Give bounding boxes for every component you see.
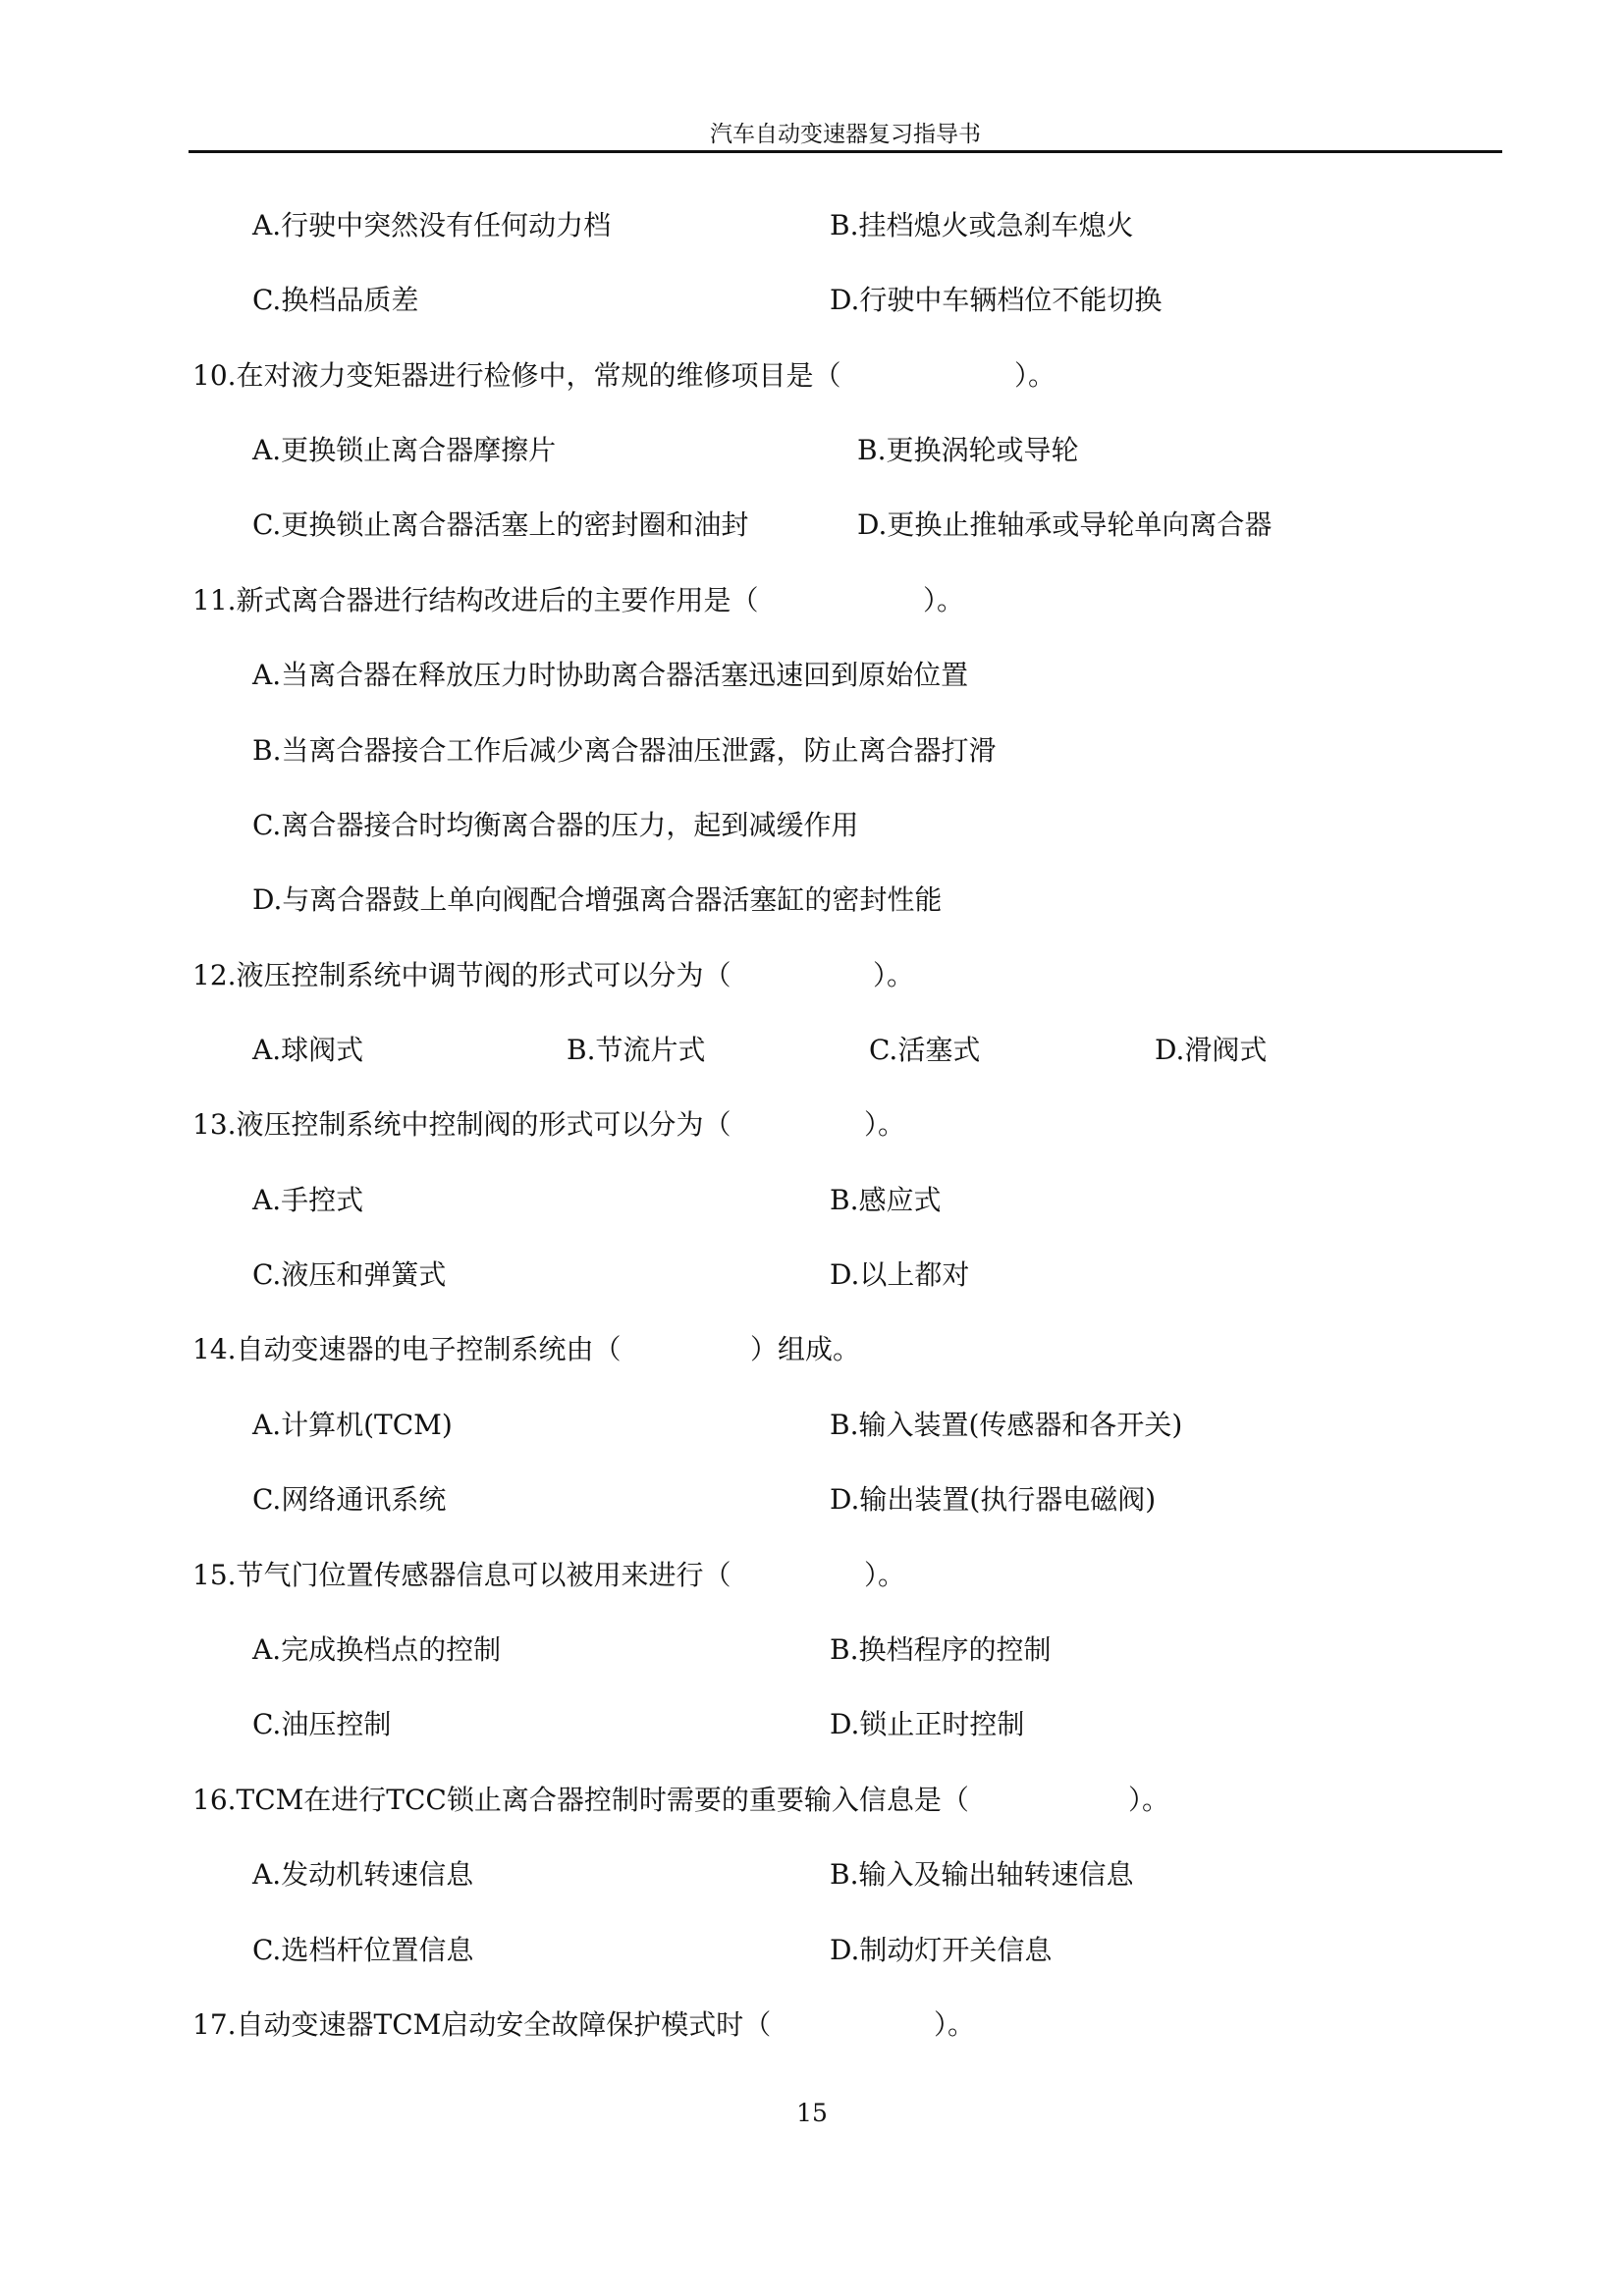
page-header-title: 汽车自动变速器复习指导书 bbox=[710, 122, 981, 147]
q12-stem-close: ）。 bbox=[873, 959, 915, 991]
q17-stem: 17.自动变速器TCM启动安全故障保护模式时（ bbox=[192, 2008, 772, 2041]
q13-option-b: B.感应式 bbox=[830, 1184, 942, 1216]
q11-option-b: B.当离合器接合工作后减少离合器油压泄露，防止离合器打滑 bbox=[252, 734, 997, 767]
q16-option-a: A.发动机转速信息 bbox=[252, 1858, 474, 1891]
q12-option-d: D.滑阀式 bbox=[1155, 1034, 1268, 1066]
q10-stem: 10.在对液力变矩器进行检修中，常规的维修项目是（ bbox=[192, 359, 841, 392]
q13-option-c: C.液压和弹簧式 bbox=[252, 1258, 447, 1291]
q13-option-a: A.手控式 bbox=[252, 1184, 364, 1216]
q9-option-c: C.换档品质差 bbox=[252, 284, 419, 316]
q11-option-c: C.离合器接合时均衡离合器的压力，起到减缓作用 bbox=[252, 809, 859, 841]
q10-option-c: C.更换锁止离合器活塞上的密封圈和油封 bbox=[252, 508, 749, 541]
q11-option-d: D.与离合器鼓上单向阀配合增强离合器活塞缸的密封性能 bbox=[252, 883, 943, 916]
q15-option-a: A.完成换档点的控制 bbox=[252, 1633, 502, 1666]
q9-option-d: D.行驶中车辆档位不能切换 bbox=[830, 284, 1163, 316]
q13-option-d: D.以上都对 bbox=[830, 1258, 970, 1291]
q14-option-a: A.计算机(TCM) bbox=[252, 1409, 453, 1441]
q15-option-b: B.换档程序的控制 bbox=[830, 1633, 1052, 1666]
q15-stem-close: ）。 bbox=[864, 1559, 906, 1591]
q15-option-d: D.锁止正时控制 bbox=[830, 1708, 1025, 1740]
header-rule bbox=[189, 150, 1502, 153]
q12-option-a: A.球阀式 bbox=[252, 1034, 364, 1066]
q14-option-b: B.输入装置(传感器和各开关) bbox=[830, 1409, 1183, 1441]
q14-stem: 14.自动变速器的电子控制系统由（ bbox=[192, 1333, 622, 1365]
q10-option-a: A.更换锁止离合器摩擦片 bbox=[252, 434, 557, 466]
q16-option-b: B.输入及输出轴转速信息 bbox=[830, 1858, 1134, 1891]
q12-option-c: C.活塞式 bbox=[869, 1034, 981, 1066]
q10-option-b: B.更换涡轮或导轮 bbox=[857, 434, 1079, 466]
q13-stem: 13.液压控制系统中控制阀的形式可以分为（ bbox=[192, 1108, 731, 1141]
q16-stem: 16.TCM在进行TCC锁止离合器控制时需要的重要输入信息是（ bbox=[192, 1784, 969, 1816]
page-number: 15 bbox=[796, 2099, 828, 2127]
q14-option-d: D.输出装置(执行器电磁阀) bbox=[830, 1483, 1157, 1516]
q14-stem-close: ）组成。 bbox=[750, 1333, 861, 1365]
q12-option-b: B.节流片式 bbox=[567, 1034, 706, 1066]
q17-stem-close: ）。 bbox=[934, 2008, 976, 2041]
q15-stem: 15.节气门位置传感器信息可以被用来进行（ bbox=[192, 1559, 731, 1591]
q15-option-c: C.油压控制 bbox=[252, 1708, 392, 1740]
q10-stem-close: ）。 bbox=[1014, 359, 1056, 392]
q16-option-c: C.选档杆位置信息 bbox=[252, 1934, 474, 1966]
q9-option-b: B.挂档熄火或急刹车熄火 bbox=[830, 209, 1134, 241]
q16-stem-close: ）。 bbox=[1128, 1784, 1170, 1816]
q16-option-d: D.制动灯开关信息 bbox=[830, 1934, 1053, 1966]
q11-option-a: A.当离合器在释放压力时协助离合器活塞迅速回到原始位置 bbox=[252, 659, 969, 691]
q11-stem: 11.新式离合器进行结构改进后的主要作用是（ bbox=[192, 584, 759, 616]
q10-option-d: D.更换止推轴承或导轮单向离合器 bbox=[857, 508, 1272, 541]
q14-option-c: C.网络通讯系统 bbox=[252, 1483, 447, 1516]
q11-stem-close: ）。 bbox=[923, 584, 965, 616]
q12-stem: 12.液压控制系统中调节阀的形式可以分为（ bbox=[192, 959, 731, 991]
q13-stem-close: ）。 bbox=[864, 1108, 906, 1141]
q9-option-a: A.行驶中突然没有任何动力档 bbox=[252, 209, 612, 241]
